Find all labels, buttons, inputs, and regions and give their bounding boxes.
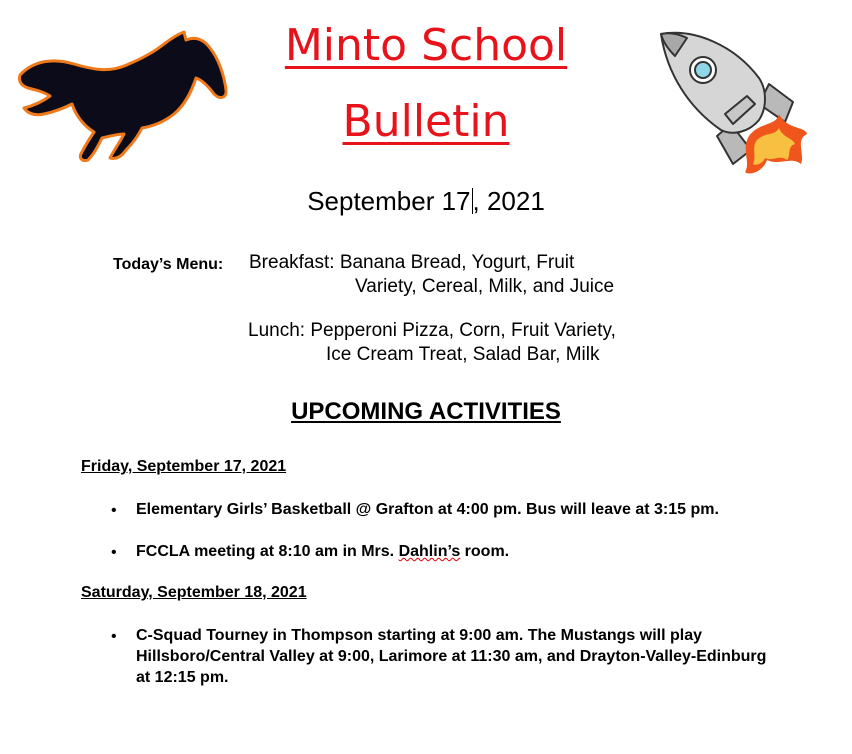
page-title-line2: Bulletin (342, 96, 510, 147)
day-heading-saturday: Saturday, September 18, 2021 (81, 584, 307, 601)
activities-heading: UPCOMING ACTIVITIES (291, 398, 561, 425)
activity-item: FCCLA meeting at 8:10 am in Mrs. Dahlin’s room. (136, 543, 510, 560)
day-heading-friday: Friday, September 17, 2021 (81, 458, 287, 475)
bullet-icon: • (111, 544, 117, 561)
activity-item: Elementary Girls’ Basketball @ Grafton at 4:00 pm. Bus will leave at 3:15 pm. (136, 501, 719, 518)
bullet-icon: • (111, 502, 117, 519)
lunch-line-1: Lunch: Pepperoni Pizza, Corn, Fruit Variety, (248, 320, 616, 341)
page-title-line1: Minto School (284, 20, 568, 71)
misspelled-word[interactable]: Dahlin’s (398, 543, 461, 560)
bullet-icon: • (111, 628, 117, 645)
lunch-line-2: Ice Cream Treat, Salad Bar, Milk (326, 344, 600, 365)
menu-label: Today’s Menu: (113, 256, 224, 273)
bulletin-date: September 17, 2021 (307, 186, 545, 216)
breakfast-line-1: Breakfast: Banana Bread, Yogurt, Fruit (249, 252, 575, 273)
activity-item: C-Squad Tourney in Thompson starting at 9:00 am. The Mustangs will play Hillsboro/Central Valley at 9:00, Larimore at 11:30 am, and Drayton-Valley-Edinburg at 12:15 pm. (136, 627, 767, 686)
breakfast-line-2: Variety, Cereal, Milk, and Juice (355, 276, 615, 297)
rocket-icon (655, 26, 815, 186)
